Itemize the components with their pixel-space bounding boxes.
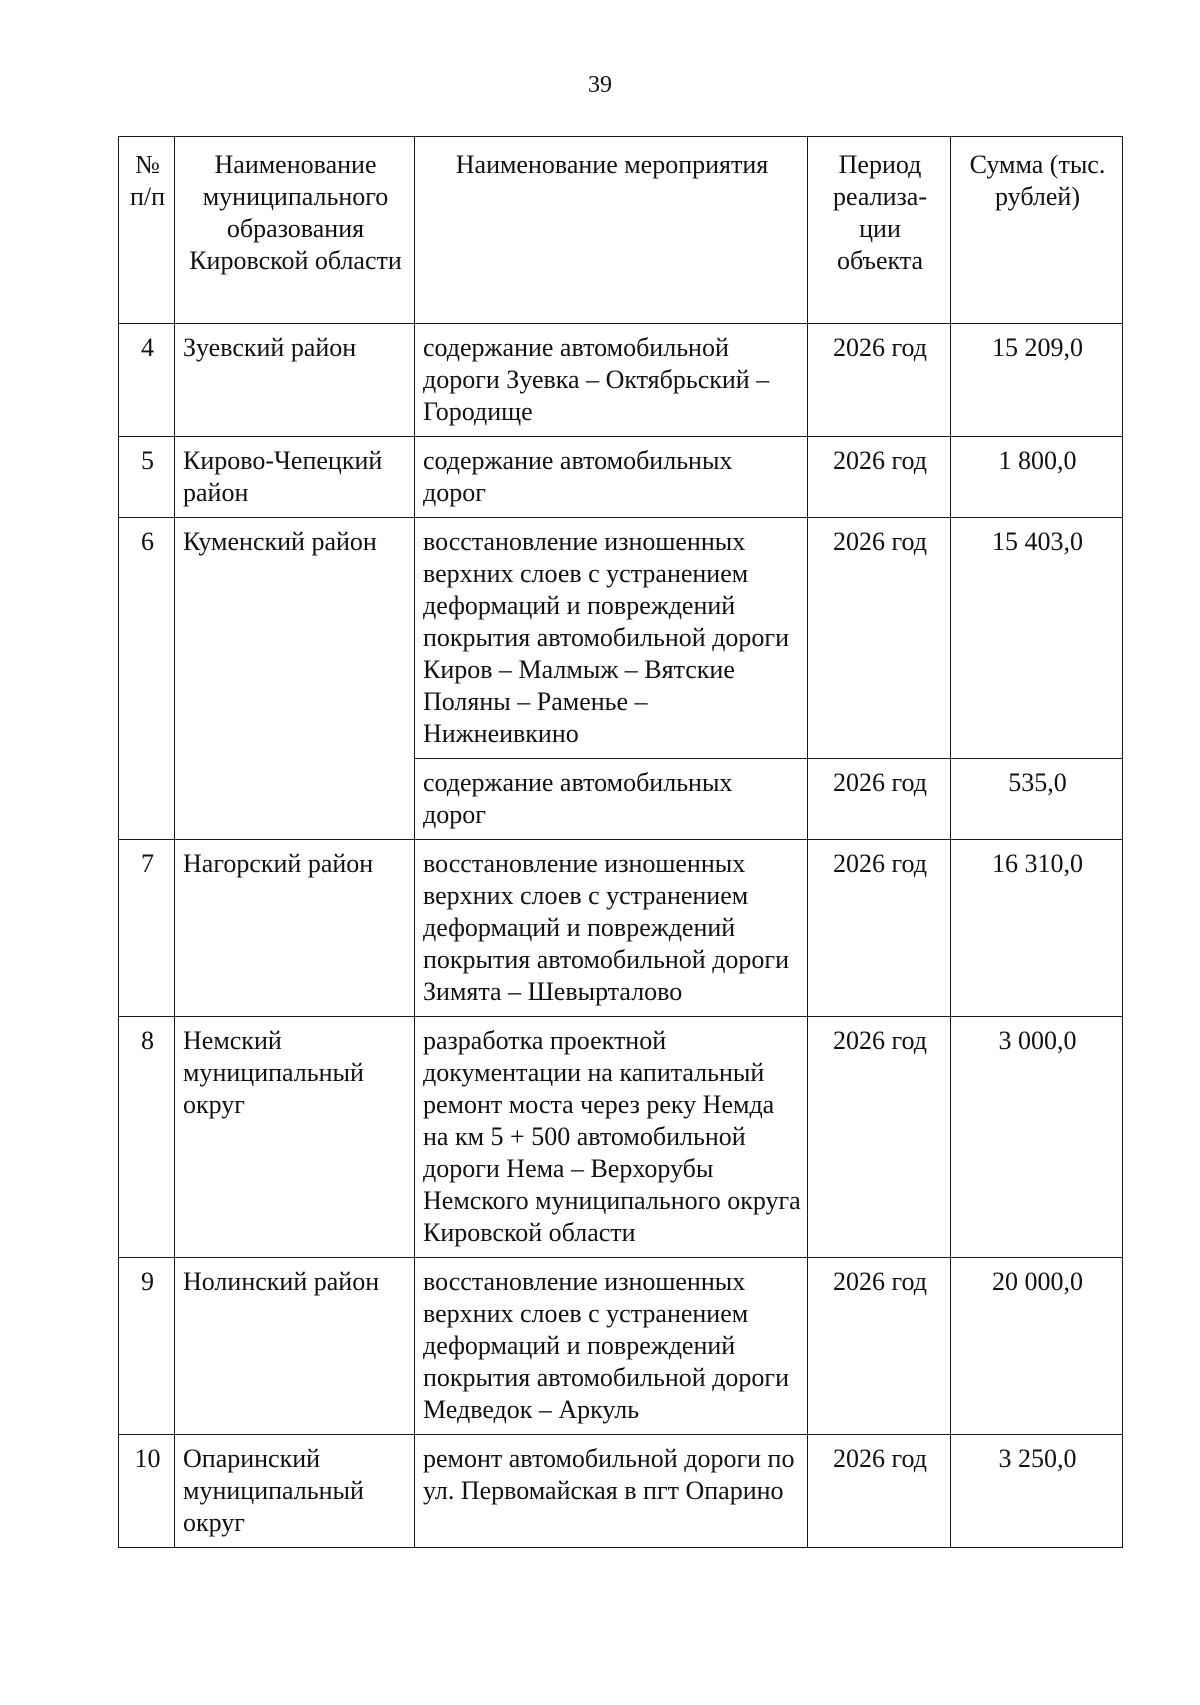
table-header-row: [119, 137, 1123, 324]
activity-cell: содержание автомобильных дорог: [415, 759, 808, 840]
period-cell: 2026 год: [808, 437, 951, 518]
period-cell: 2026 год: [808, 324, 951, 437]
table-row: [119, 1435, 1123, 1548]
header-municipality: Наименование муниципального образования Кировской области: [175, 137, 415, 324]
period-cell: 2026 год: [808, 759, 951, 840]
municipality-cell: Нолинский район: [175, 1258, 415, 1435]
activity-cell: восстановление изношенных верхних слоев с устранением деформаций и повреждений покрытия автомобильной дороги Зимята – Шевырталово: [415, 840, 808, 1017]
period-cell: 2026 год: [808, 1435, 951, 1548]
header-period: Период реализа-ции объекта: [808, 137, 951, 324]
activity-cell: разработка проектной документации на капитальный ремонт моста через реку Немда на км 5 + 500 автомобильной дороги Нема – Верхорубы Немского муниципального округа Кировской области: [415, 1017, 808, 1258]
period-cell: 2026 год: [808, 518, 951, 759]
sum-cell: 1 800,0: [951, 437, 1123, 518]
sum-cell: 3 250,0: [951, 1435, 1123, 1548]
row-number: 6: [119, 518, 175, 840]
row-number: 10: [119, 1435, 175, 1548]
sum-cell: 16 310,0: [951, 840, 1123, 1017]
municipality-cell: Немский муниципальный округ: [175, 1017, 415, 1258]
row-number: 7: [119, 840, 175, 1017]
sum-cell: 20 000,0: [951, 1258, 1123, 1435]
header-sum: Сумма (тыс. рублей): [951, 137, 1123, 324]
table-row: [119, 437, 1123, 518]
period-cell: 2026 год: [808, 1258, 951, 1435]
municipality-cell: Куменский район: [175, 518, 415, 840]
page-number: 39: [588, 72, 612, 98]
header-activity: Наименование мероприятия: [415, 137, 808, 324]
row-number: 8: [119, 1017, 175, 1258]
sum-cell: 535,0: [951, 759, 1123, 840]
header-num: № п/п: [119, 137, 175, 324]
row-number: 4: [119, 324, 175, 437]
municipality-cell: Зуевский район: [175, 324, 415, 437]
activity-cell: восстановление изношенных верхних слоев с устранением деформаций и повреждений покрытия автомобильной дороги Киров – Малмыж – Вятские Поляны – Раменье – Нижнеивкино: [415, 518, 808, 759]
table-row: [119, 324, 1123, 437]
activity-cell: содержание автомобильной дороги Зуевка – Октябрьский – Городище: [415, 324, 808, 437]
sum-cell: 15 403,0: [951, 518, 1123, 759]
sum-cell: 3 000,0: [951, 1017, 1123, 1258]
period-cell: 2026 год: [808, 1017, 951, 1258]
activity-cell: восстановление изношенных верхних слоев с устранением деформаций и повреждений покрытия автомобильной дороги Медведок – Аркуль: [415, 1258, 808, 1435]
municipality-cell: Опаринский муниципальный округ: [175, 1435, 415, 1548]
activity-cell: содержание автомобильных дорог: [415, 437, 808, 518]
period-cell: 2026 год: [808, 840, 951, 1017]
municipality-cell: Нагорский район: [175, 840, 415, 1017]
table-row: [119, 518, 1123, 759]
table-row: [119, 1017, 1123, 1258]
roads-table: [118, 136, 1123, 1548]
activity-cell: ремонт автомобильной дороги по ул. Первомайская в пгт Опарино: [415, 1435, 808, 1548]
table-row: [119, 840, 1123, 1017]
sum-cell: 15 209,0: [951, 324, 1123, 437]
row-number: 5: [119, 437, 175, 518]
table-row: [119, 1258, 1123, 1435]
municipality-cell: Кирово-Чепецкий район: [175, 437, 415, 518]
row-number: 9: [119, 1258, 175, 1435]
